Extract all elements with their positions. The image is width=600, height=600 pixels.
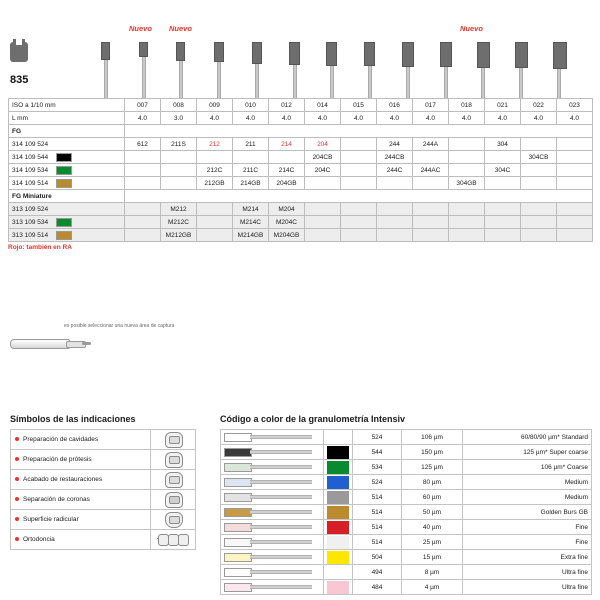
granulometry-micron-9: 8 µm bbox=[402, 565, 463, 580]
fg-miniature-row bbox=[9, 190, 593, 203]
root-surface-icon-cell bbox=[151, 510, 196, 530]
indication-label-5-cell bbox=[11, 530, 151, 550]
code-314109544 bbox=[9, 151, 125, 164]
c514-6 bbox=[341, 177, 377, 190]
length-label: L mm bbox=[9, 112, 125, 125]
c544-5: 204CB bbox=[305, 151, 341, 164]
c514-7 bbox=[377, 177, 413, 190]
indication-label-1: Preparación de prótesis bbox=[23, 456, 92, 463]
c514-1 bbox=[161, 177, 197, 190]
bullet-icon bbox=[15, 477, 19, 481]
m534-11 bbox=[521, 216, 557, 229]
color-swatch-gold-mini bbox=[56, 231, 72, 240]
m534-9 bbox=[449, 216, 485, 229]
len-cell-6: 4.0 bbox=[341, 112, 377, 125]
granulometry-micron-5: 50 µm bbox=[402, 505, 463, 520]
granulometry-micron-7: 25 µm bbox=[402, 535, 463, 550]
m534-8 bbox=[413, 216, 449, 229]
len-cell-8: 4.0 bbox=[413, 112, 449, 125]
top-catalog-block bbox=[8, 24, 592, 329]
indication-label-5: Ortodoncia bbox=[23, 536, 55, 543]
product-code-835: 835 bbox=[10, 74, 29, 86]
c544-3 bbox=[233, 151, 269, 164]
table-row bbox=[221, 565, 592, 580]
m534-5 bbox=[305, 216, 341, 229]
len-cell-11: 4.0 bbox=[521, 112, 557, 125]
len-cell-1: 3.0 bbox=[161, 112, 197, 125]
c524-0: 612 bbox=[125, 138, 161, 151]
c544-6 bbox=[341, 151, 377, 164]
granulometry-micron-8: 15 µm bbox=[402, 550, 463, 565]
m524-2 bbox=[197, 203, 233, 216]
fg-spacer bbox=[125, 125, 593, 138]
table-row bbox=[221, 520, 592, 535]
sizes-table bbox=[8, 98, 593, 242]
code-313109514-text: 313 109 514 bbox=[12, 231, 49, 239]
code-314109544-text: 314 109 544 bbox=[12, 153, 49, 161]
len-cell-5: 4.0 bbox=[305, 112, 341, 125]
fg-mini-spacer bbox=[125, 190, 593, 203]
color-swatch-green-mini bbox=[56, 218, 72, 227]
prosthesis-prep-icon bbox=[151, 450, 196, 470]
granulometry-table bbox=[220, 429, 592, 595]
granulometry-code-10: 484 bbox=[353, 580, 402, 595]
c534-4: 214C bbox=[269, 164, 305, 177]
c514-3: 214GB bbox=[233, 177, 269, 190]
m514-9 bbox=[449, 229, 485, 242]
bullet-icon bbox=[15, 457, 19, 461]
c524-2: 212 bbox=[197, 138, 233, 151]
c534-6 bbox=[341, 164, 377, 177]
granulometry-bur-3 bbox=[221, 475, 324, 490]
indication-label-4: Superficie radicular bbox=[23, 516, 79, 523]
len-cell-10: 4.0 bbox=[485, 112, 521, 125]
c514-8 bbox=[413, 177, 449, 190]
indications-table bbox=[10, 429, 196, 550]
m524-3: M214 bbox=[233, 203, 269, 216]
table-row bbox=[221, 490, 592, 505]
c524-1: 211S bbox=[161, 138, 197, 151]
tooth-cavity-icon bbox=[154, 431, 192, 447]
granulometry-swatch-9 bbox=[324, 565, 353, 580]
m534-0 bbox=[125, 216, 161, 229]
len-cell-9: 4.0 bbox=[449, 112, 485, 125]
rojo-note: Rojo: también en RA bbox=[8, 244, 72, 251]
nuevo-label-3: Nuevo bbox=[460, 24, 483, 33]
handpiece-illustration bbox=[10, 336, 92, 350]
length-row bbox=[9, 112, 593, 125]
len-cell-0: 4.0 bbox=[125, 112, 161, 125]
granulometry-swatch-5 bbox=[324, 505, 353, 520]
c514-11 bbox=[521, 177, 557, 190]
m514-7 bbox=[377, 229, 413, 242]
c524-6 bbox=[341, 138, 377, 151]
m514-1: M212GB bbox=[161, 229, 197, 242]
bur-012 bbox=[251, 42, 262, 98]
crown-separation-icon-cell bbox=[151, 490, 196, 510]
c524-7: 244 bbox=[377, 138, 413, 151]
indications-title: Símbolos de las indicaciones bbox=[10, 414, 136, 424]
m514-10 bbox=[485, 229, 521, 242]
row-314109524 bbox=[9, 138, 593, 151]
iso-cell-8: 017 bbox=[413, 99, 449, 112]
bur-023 bbox=[553, 42, 564, 98]
code-314109514-text: 314 109 514 bbox=[12, 179, 49, 187]
granulometry-bur-4 bbox=[221, 490, 324, 505]
len-cell-4: 4.0 bbox=[269, 112, 305, 125]
m534-12 bbox=[557, 216, 593, 229]
c544-12 bbox=[557, 151, 593, 164]
indication-label-3-cell bbox=[11, 490, 151, 510]
row-314109544 bbox=[9, 151, 593, 164]
c514-5 bbox=[305, 177, 341, 190]
granulometry-std-1: 125 µm* Super coarse bbox=[463, 445, 592, 460]
code-314109534-text: 314 109 534 bbox=[12, 166, 49, 174]
bullet-icon bbox=[15, 537, 19, 541]
m534-3: M214C bbox=[233, 216, 269, 229]
c544-7: 244CB bbox=[377, 151, 413, 164]
handpiece-body bbox=[10, 339, 70, 349]
granulometry-swatch-2 bbox=[324, 460, 353, 475]
iso-cell-12: 023 bbox=[557, 99, 593, 112]
c524-11 bbox=[521, 138, 557, 151]
orthodontics-icon-cell bbox=[151, 530, 196, 550]
granulometry-micron-10: 4 µm bbox=[402, 580, 463, 595]
granulometry-bur-5 bbox=[221, 505, 324, 520]
c534-1 bbox=[161, 164, 197, 177]
m534-7 bbox=[377, 216, 413, 229]
row-313109534 bbox=[9, 216, 593, 229]
granulometry-bur-1 bbox=[221, 445, 324, 460]
m524-12 bbox=[557, 203, 593, 216]
iso-label: ISO a 1/10 mm bbox=[9, 99, 125, 112]
root-surface-icon bbox=[154, 511, 192, 527]
granulometry-code-6: 514 bbox=[353, 520, 402, 535]
granulometry-std-3: Medium bbox=[463, 475, 592, 490]
code-313109524: 313 109 524 bbox=[9, 203, 125, 216]
granulometry-code-9: 494 bbox=[353, 565, 402, 580]
m534-6 bbox=[341, 216, 377, 229]
bullet-icon bbox=[15, 517, 19, 521]
color-swatch-gold bbox=[56, 179, 72, 188]
nuevo-label-1: Nuevo bbox=[129, 24, 152, 33]
len-cell-7: 4.0 bbox=[377, 112, 413, 125]
iso-cell-0: 007 bbox=[125, 99, 161, 112]
c514-0 bbox=[125, 177, 161, 190]
bur-016 bbox=[364, 42, 375, 98]
table-row bbox=[221, 475, 592, 490]
granulometry-bur-9 bbox=[221, 565, 324, 580]
granulometry-micron-2: 125 µm bbox=[402, 460, 463, 475]
granulometry-swatch-10 bbox=[324, 580, 353, 595]
code-314109524: 314 109 524 bbox=[9, 138, 125, 151]
bur-018 bbox=[440, 42, 451, 98]
granulometry-std-8: Extra fine bbox=[463, 550, 592, 565]
c534-2: 212C bbox=[197, 164, 233, 177]
c544-11: 304CB bbox=[521, 151, 557, 164]
c534-8: 244AC bbox=[413, 164, 449, 177]
bur-017 bbox=[402, 42, 413, 98]
bullet-icon bbox=[15, 497, 19, 501]
iso-cell-10: 021 bbox=[485, 99, 521, 112]
m524-4: M204 bbox=[269, 203, 305, 216]
c514-9: 304GB bbox=[449, 177, 485, 190]
code-313109514 bbox=[9, 229, 125, 242]
c524-4: 214 bbox=[269, 138, 305, 151]
bur-illustration-row bbox=[8, 36, 592, 98]
granulometry-code-8: 504 bbox=[353, 550, 402, 565]
intensiv-logo-icon bbox=[10, 42, 28, 62]
bur-022 bbox=[515, 42, 526, 98]
granulometry-title: Código a color de la granulometría Intensiv bbox=[220, 414, 406, 424]
granulometry-swatch-6 bbox=[324, 520, 353, 535]
granulometry-code-3: 524 bbox=[353, 475, 402, 490]
capture-hint-note: es posible seleccionar una nueva área de captura bbox=[64, 323, 175, 329]
m534-4: M204C bbox=[269, 216, 305, 229]
c544-9 bbox=[449, 151, 485, 164]
granulometry-std-7: Fine bbox=[463, 535, 592, 550]
list-item bbox=[11, 470, 196, 490]
m524-7 bbox=[377, 203, 413, 216]
c544-4 bbox=[269, 151, 305, 164]
table-row bbox=[221, 430, 592, 445]
granulometry-code-5: 514 bbox=[353, 505, 402, 520]
granulometry-std-6: Fine bbox=[463, 520, 592, 535]
table-row bbox=[221, 445, 592, 460]
indication-label-3: Separación de coronas bbox=[23, 496, 90, 503]
indication-label-2-cell bbox=[11, 470, 151, 490]
granulometry-micron-0: 106 µm bbox=[402, 430, 463, 445]
granulometry-std-4: Medium bbox=[463, 490, 592, 505]
granulometry-bur-0 bbox=[221, 430, 324, 445]
granulometry-code-2: 534 bbox=[353, 460, 402, 475]
granulometry-bur-8 bbox=[221, 550, 324, 565]
c544-1 bbox=[161, 151, 197, 164]
code-313109534 bbox=[9, 216, 125, 229]
row-314109534 bbox=[9, 164, 593, 177]
c524-8: 244A bbox=[413, 138, 449, 151]
c534-12 bbox=[557, 164, 593, 177]
table-row bbox=[221, 550, 592, 565]
list-item bbox=[11, 510, 196, 530]
c524-12 bbox=[557, 138, 593, 151]
m524-6 bbox=[341, 203, 377, 216]
c544-0 bbox=[125, 151, 161, 164]
indication-label-4-cell bbox=[11, 510, 151, 530]
m534-2 bbox=[197, 216, 233, 229]
iso-cell-3: 010 bbox=[233, 99, 269, 112]
iso-row bbox=[9, 99, 593, 112]
c544-10 bbox=[485, 151, 521, 164]
code-314109514 bbox=[9, 177, 125, 190]
m524-9 bbox=[449, 203, 485, 216]
table-row bbox=[221, 535, 592, 550]
tooth-prosthesis-icon bbox=[154, 451, 192, 467]
m514-0 bbox=[125, 229, 161, 242]
granulometry-swatch-8 bbox=[324, 550, 353, 565]
product-logo bbox=[8, 38, 54, 98]
granulometry-code-1: 544 bbox=[353, 445, 402, 460]
finishing-icon-cell bbox=[151, 470, 196, 490]
bur-014 bbox=[289, 42, 300, 98]
m514-3: M214GB bbox=[233, 229, 269, 242]
indications-column bbox=[10, 414, 200, 550]
table-row bbox=[221, 460, 592, 475]
iso-cell-7: 016 bbox=[377, 99, 413, 112]
bur-007 bbox=[100, 42, 111, 98]
granulometry-bur-10 bbox=[221, 580, 324, 595]
tooth-finishing-icon bbox=[154, 471, 192, 487]
granulometry-swatch-7 bbox=[324, 535, 353, 550]
granulometry-swatch-3 bbox=[324, 475, 353, 490]
granulometry-micron-1: 150 µm bbox=[402, 445, 463, 460]
iso-cell-4: 012 bbox=[269, 99, 305, 112]
bur-009 bbox=[175, 42, 186, 98]
c534-9 bbox=[449, 164, 485, 177]
c534-5: 204C bbox=[305, 164, 341, 177]
color-swatch-green bbox=[56, 166, 72, 175]
iso-cell-5: 014 bbox=[305, 99, 341, 112]
nuevo-labels-row bbox=[8, 24, 592, 36]
granulometry-swatch-1 bbox=[324, 445, 353, 460]
m514-8 bbox=[413, 229, 449, 242]
m524-11 bbox=[521, 203, 557, 216]
m514-2 bbox=[197, 229, 233, 242]
m514-4: M204GB bbox=[269, 229, 305, 242]
c524-9 bbox=[449, 138, 485, 151]
granulometry-micron-6: 40 µm bbox=[402, 520, 463, 535]
c514-12 bbox=[557, 177, 593, 190]
granulometry-code-7: 514 bbox=[353, 535, 402, 550]
c534-11 bbox=[521, 164, 557, 177]
list-item bbox=[11, 530, 196, 550]
bur-010 bbox=[213, 42, 224, 98]
bur-021 bbox=[477, 42, 488, 98]
orthodontics-icon bbox=[153, 531, 193, 547]
iso-cell-1: 008 bbox=[161, 99, 197, 112]
iso-cell-11: 022 bbox=[521, 99, 557, 112]
granulometry-std-2: 106 µm* Coarse bbox=[463, 460, 592, 475]
bullet-icon bbox=[15, 437, 19, 441]
code-313109534-text: 313 109 534 bbox=[12, 218, 49, 226]
fg-label: FG bbox=[9, 125, 125, 138]
nuevo-label-2: Nuevo bbox=[169, 24, 192, 33]
c544-2 bbox=[197, 151, 233, 164]
m524-10 bbox=[485, 203, 521, 216]
iso-cell-2: 009 bbox=[197, 99, 233, 112]
indication-label-0: Preparación de cavidades bbox=[23, 436, 99, 443]
indication-label-2: Acabado de restauraciones bbox=[23, 476, 103, 483]
bur-015 bbox=[326, 42, 337, 98]
c524-10: 304 bbox=[485, 138, 521, 151]
m524-8 bbox=[413, 203, 449, 216]
fg-miniature-label: FG Miniature bbox=[9, 190, 125, 203]
cavity-prep-icon bbox=[151, 430, 196, 450]
list-item bbox=[11, 490, 196, 510]
table-row bbox=[221, 580, 592, 595]
granulometry-micron-3: 80 µm bbox=[402, 475, 463, 490]
row-313109524 bbox=[9, 203, 593, 216]
len-cell-2: 4.0 bbox=[197, 112, 233, 125]
row-314109514 bbox=[9, 177, 593, 190]
m534-10 bbox=[485, 216, 521, 229]
crown-separation-icon bbox=[154, 491, 192, 507]
granulometry-std-9: Ultra fine bbox=[463, 565, 592, 580]
indication-label-1-cell bbox=[11, 450, 151, 470]
m514-11 bbox=[521, 229, 557, 242]
granulometry-std-5: Golden Burs GB bbox=[463, 505, 592, 520]
granulometry-code-0: 524 bbox=[353, 430, 402, 445]
c514-4: 204GB bbox=[269, 177, 305, 190]
m514-12 bbox=[557, 229, 593, 242]
iso-cell-6: 015 bbox=[341, 99, 377, 112]
c544-8 bbox=[413, 151, 449, 164]
m514-5 bbox=[305, 229, 341, 242]
m524-5 bbox=[305, 203, 341, 216]
len-cell-3: 4.0 bbox=[233, 112, 269, 125]
granulometry-bur-6 bbox=[221, 520, 324, 535]
c534-10: 304C bbox=[485, 164, 521, 177]
granulometry-code-4: 514 bbox=[353, 490, 402, 505]
c534-7: 244C bbox=[377, 164, 413, 177]
row-313109514 bbox=[9, 229, 593, 242]
c524-5: 204 bbox=[305, 138, 341, 151]
granulometry-column bbox=[220, 414, 592, 595]
fg-row bbox=[9, 125, 593, 138]
c524-3: 211 bbox=[233, 138, 269, 151]
granulometry-std-10: Ultra fine bbox=[463, 580, 592, 595]
code-314109534 bbox=[9, 164, 125, 177]
c534-3: 211C bbox=[233, 164, 269, 177]
indication-label-0-cell bbox=[11, 430, 151, 450]
table-row bbox=[221, 505, 592, 520]
granulometry-micron-4: 60 µm bbox=[402, 490, 463, 505]
list-item bbox=[11, 430, 196, 450]
len-cell-12: 4.0 bbox=[557, 112, 593, 125]
granulometry-std-0: 60/80/90 µm* Standard bbox=[463, 430, 592, 445]
m524-0 bbox=[125, 203, 161, 216]
granulometry-swatch-0 bbox=[324, 430, 353, 445]
bur-008 bbox=[138, 42, 149, 98]
granulometry-swatch-4 bbox=[324, 490, 353, 505]
granulometry-bur-7 bbox=[221, 535, 324, 550]
m514-6 bbox=[341, 229, 377, 242]
c514-2: 212GB bbox=[197, 177, 233, 190]
iso-cell-9: 018 bbox=[449, 99, 485, 112]
c534-0 bbox=[125, 164, 161, 177]
m524-1: M212 bbox=[161, 203, 197, 216]
handpiece-end bbox=[82, 342, 91, 345]
color-swatch-black bbox=[56, 153, 72, 162]
list-item bbox=[11, 450, 196, 470]
granulometry-bur-2 bbox=[221, 460, 324, 475]
c514-10 bbox=[485, 177, 521, 190]
m534-1: M212C bbox=[161, 216, 197, 229]
